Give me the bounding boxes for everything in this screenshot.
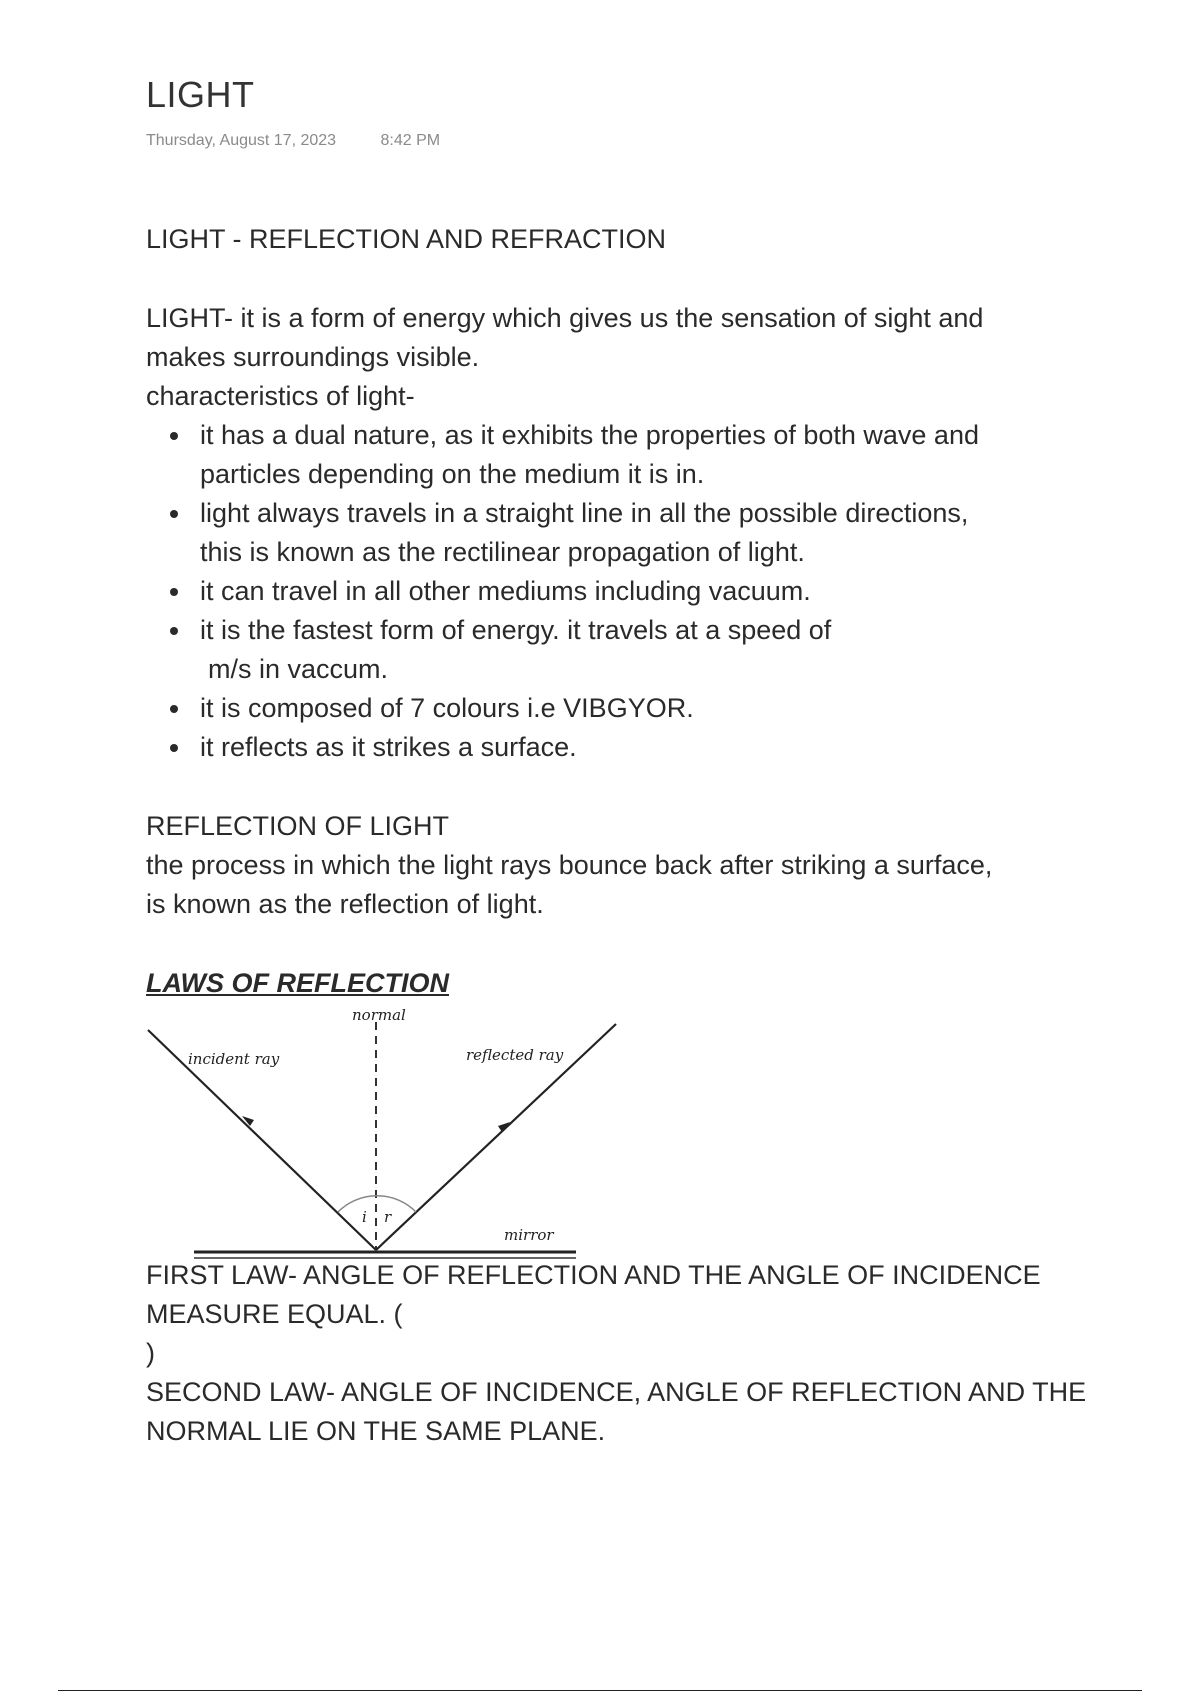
reflection-line-2: is known as the reflection of light. (146, 889, 544, 919)
first-law-line-2: MEASURE EQUAL. ( (146, 1299, 403, 1329)
reflected-label: reflected ray (466, 1046, 564, 1064)
note-time: 8:42 PM (380, 132, 441, 149)
mirror-label: mirror (504, 1226, 554, 1244)
note-body (146, 220, 1086, 1003)
definition-line-1: LIGHT- it is a form of energy which gives us the sensation of sight and (146, 303, 984, 333)
reflection-diagram (146, 1000, 626, 1262)
note-timestamp (146, 132, 440, 150)
second-law-line-1: SECOND LAW- ANGLE OF INCIDENCE, ANGLE OF REFLECTION AND THE (146, 1377, 1087, 1407)
list-item: it has a dual nature, as it exhibits the properties of both wave and particles depending on the medium it is in. (200, 416, 1086, 494)
first-law-line-3: ) (146, 1338, 155, 1368)
angle-i-label: i (362, 1208, 367, 1226)
normal-label: normal (352, 1006, 406, 1024)
characteristics-label: characteristics of light- (146, 381, 415, 411)
reflection-line-1: the process in which the light rays bounce back after striking a surface, (146, 850, 993, 880)
angle-r-label: r (384, 1208, 392, 1226)
laws-title: LAWS OF REFLECTION (146, 968, 449, 998)
page-title: LIGHT (146, 74, 255, 115)
list-item: it is composed of 7 colours i.e VIBGYOR. (200, 689, 1086, 728)
list-item: it reflects as it strikes a surface. (200, 728, 1086, 767)
section-heading: LIGHT - REFLECTION AND REFRACTION (146, 224, 667, 254)
definition-line-2: makes surroundings visible. (146, 342, 480, 372)
note-date: Thursday, August 17, 2023 (146, 132, 337, 149)
characteristics-list (146, 416, 1086, 767)
reflection-heading: REFLECTION OF LIGHT (146, 811, 450, 841)
incident-label: incident ray (188, 1050, 280, 1068)
first-law-line-1: FIRST LAW- ANGLE OF REFLECTION AND THE ANGLE OF INCIDENCE (146, 1260, 1041, 1290)
list-item: it is the fastest form of energy. it travels at a speed of m/s in vaccum. (200, 611, 1086, 689)
laws-text (146, 1256, 1106, 1451)
list-item: light always travels in a straight line in all the possible directions, this is known as the rectilinear propagation of light. (200, 494, 1086, 572)
page-divider (58, 1690, 1142, 1691)
list-item: it can travel in all other mediums including vacuum. (200, 572, 1086, 611)
second-law-line-2: NORMAL LIE ON THE SAME PLANE. (146, 1416, 606, 1446)
